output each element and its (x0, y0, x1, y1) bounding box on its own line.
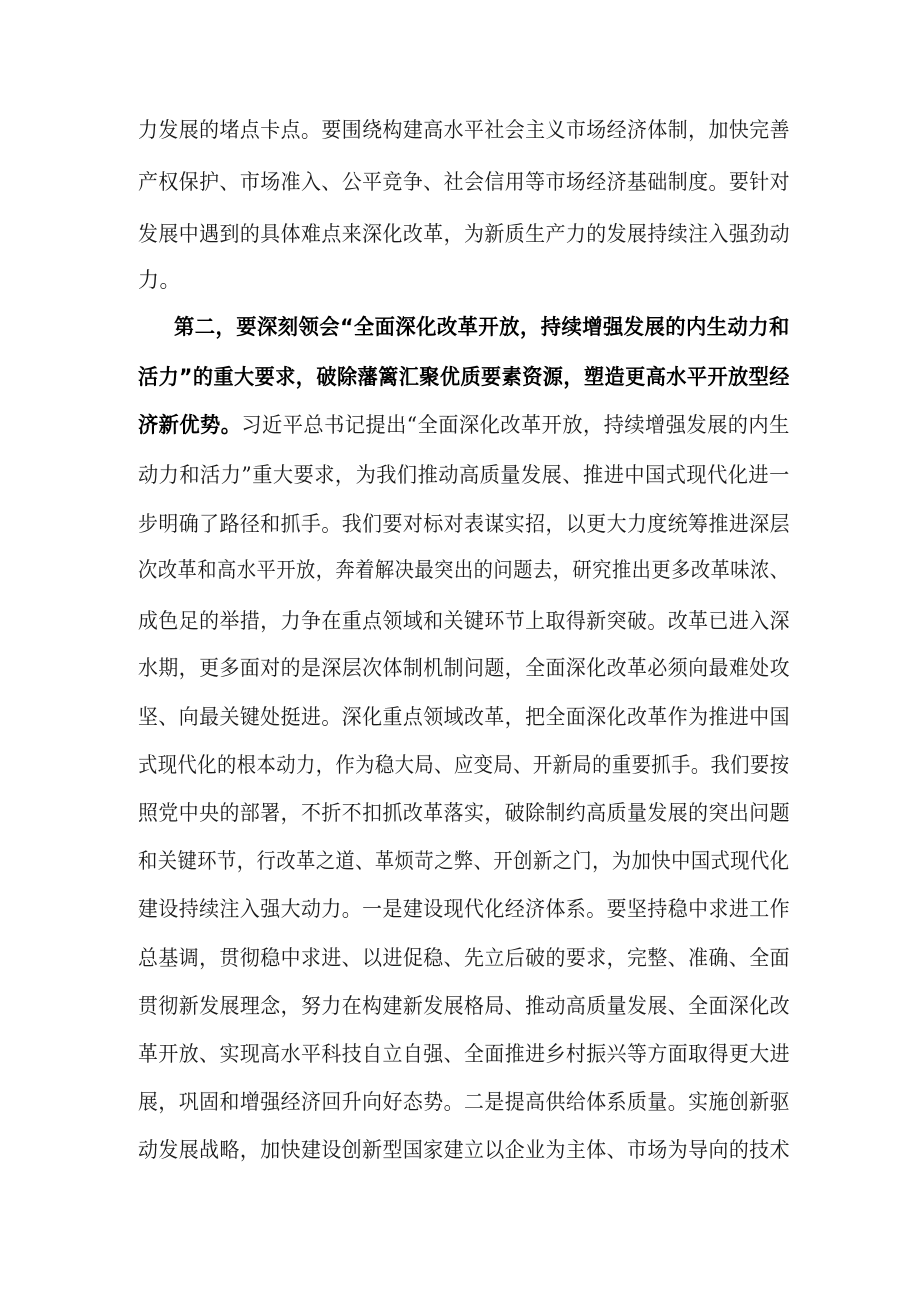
paragraph-2-line-10: 式现代化的根本动力，作为稳大局、应变局、开新局的重要抓手。我们要按 (138, 753, 790, 777)
paragraph-1-line-3: 发展中遇到的具体难点来深化改革，为新质生产力的发展持续注入强劲动 (138, 222, 791, 246)
paragraph-2-line-15: 贯彻新发展理念，努力在构建新发展格局、推动高质量发展、全面深化改 (138, 994, 791, 1018)
paragraph-2-line-18: 动发展战略，加快建设创新型国家建立以企业为主体、市场为导向的技术 (138, 1138, 791, 1162)
paragraph-1-line-2: 产权保护、市场准入、公平竞争、社会信用等市场经济基础制度。要针对 (138, 170, 791, 194)
paragraph-2-line-12: 和关键环节，行改革之道、革烦苛之弊、开创新之门，为加快中国式现代化 (138, 849, 790, 873)
paragraph-2-line-14: 总基调，贯彻稳中求进、以进促稳、先立后破的要求，完整、准确、全面 (138, 946, 791, 970)
paragraph-2-heading-part-2: 活力”的重大要求，破除藩篱汇聚优质要素资源，塑造更高水平开放型经 (138, 365, 790, 389)
paragraph-2-line-6: 次改革和高水平开放，奔着解决最突出的问题去，研究推出更多改革味浓、 (138, 558, 790, 582)
paragraph-2-line-11: 照党中央的部署，不折不扣抓改革落实，破除制约高质量发展的突出问题 (138, 801, 791, 825)
paragraph-2-line-7: 成色足的举措，力争在重点领域和关键环节上取得新突破。改革已进入深 (138, 609, 791, 633)
paragraph-2-line-16: 革开放、实现高水平科技自立自强、全面推进乡村振兴等方面取得更大进 (138, 1042, 791, 1066)
paragraph-2-line-5: 步明确了路径和抓手。我们要对标对表谋实招，以更大力度统筹推进深层 (138, 512, 791, 536)
paragraph-2-line-4: 动力和活力”重大要求，为我们推动高质量发展、推进中国式现代化进一 (138, 463, 790, 487)
paragraph-2-line-9: 坚、向最关键处挺进。深化重点领域改革，把全面深化改革作为推进中国 (138, 705, 791, 729)
paragraph-2-line-1 (174, 313, 790, 341)
paragraph-2-heading-part-1: 第二，要深刻领会“全面深化改革开放，持续增强发展的内生动力和 (174, 315, 790, 339)
paragraph-2-line-17: 展，巩固和增强经济回升向好态势。二是提高供给体系质量。实施创新驱 (138, 1090, 791, 1114)
paragraph-2-line-13: 建设持续注入强大动力。一是建设现代化经济体系。要坚持稳中求进工作 (138, 897, 791, 921)
paragraph-2-line-3-text: 习近平总书记提出“全面深化改革开放，持续增强发展的内生 (241, 413, 790, 437)
paragraph-1-line-4: 力。 (138, 268, 181, 292)
paragraph-2-line-2 (138, 363, 790, 391)
paragraph-2-line-8: 水期，更多面对的是深层次体制机制问题，全面深化改革必须向最难处攻 (138, 656, 791, 680)
paragraph-2-line-3 (138, 411, 790, 439)
paragraph-2-heading-part-3: 济新优势。 (138, 413, 242, 437)
paragraph-1-line-1: 力发展的堵点卡点。要围绕构建高水平社会主义市场经济体制，加快完善 (138, 118, 791, 142)
